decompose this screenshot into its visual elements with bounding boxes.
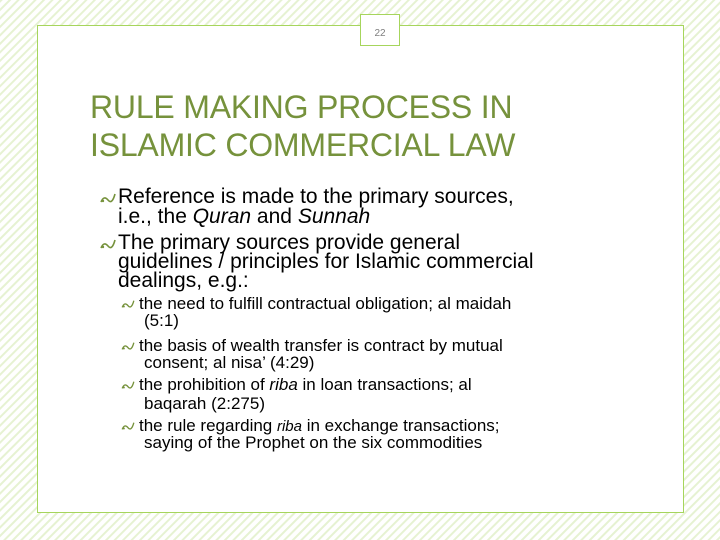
text-run: i.e., the xyxy=(118,205,193,228)
signal-wave-icon xyxy=(121,380,135,390)
text-run: in loan transactions; al xyxy=(297,375,472,394)
bullet-line: dealings, e.g.: xyxy=(118,269,249,292)
title-line-2: ISLAMIC COMMERCIAL LAW xyxy=(90,127,516,163)
sub-bullet-line xyxy=(139,377,472,393)
signal-wave-icon xyxy=(121,299,135,309)
title-line-1: RULE MAKING PROCESS IN xyxy=(90,89,513,125)
text-run: the rule regarding xyxy=(139,416,277,435)
signal-wave-icon xyxy=(121,421,135,431)
quran-term: Quran xyxy=(192,205,252,228)
riba-term: riba xyxy=(269,375,298,394)
text-run: and xyxy=(251,205,298,228)
sub-bullet-line: the need to fulfill contractual obligation; al maidah xyxy=(139,294,512,313)
sub-bullet-line: the basis of wealth transfer is contract by mutual xyxy=(139,336,503,355)
sub-bullet-line: baqarah (2:275) xyxy=(144,394,265,413)
sub-bullet-line: (5:1) xyxy=(144,311,179,330)
bullet-line: The primary sources provide general xyxy=(118,231,460,254)
bullet-line: Reference is made to the primary sources, xyxy=(118,185,514,208)
sub-bullet-line: consent; al nisa’ (4:29) xyxy=(144,353,315,372)
signal-wave-icon xyxy=(100,238,116,250)
riba-term: riba xyxy=(276,418,302,435)
sub-bullet-line: saying of the Prophet on the six commodities xyxy=(144,433,483,452)
signal-wave-icon xyxy=(121,341,135,351)
text-run: the prohibition of xyxy=(139,375,270,394)
bullet-line: guidelines / principles for Islamic commercial xyxy=(118,250,534,273)
sunnah-term: Sunnah xyxy=(297,205,371,228)
text-run: in exchange transactions; xyxy=(302,416,500,435)
page-number: 22 xyxy=(374,28,386,39)
signal-wave-icon xyxy=(100,192,116,204)
bullet-line xyxy=(118,207,370,226)
